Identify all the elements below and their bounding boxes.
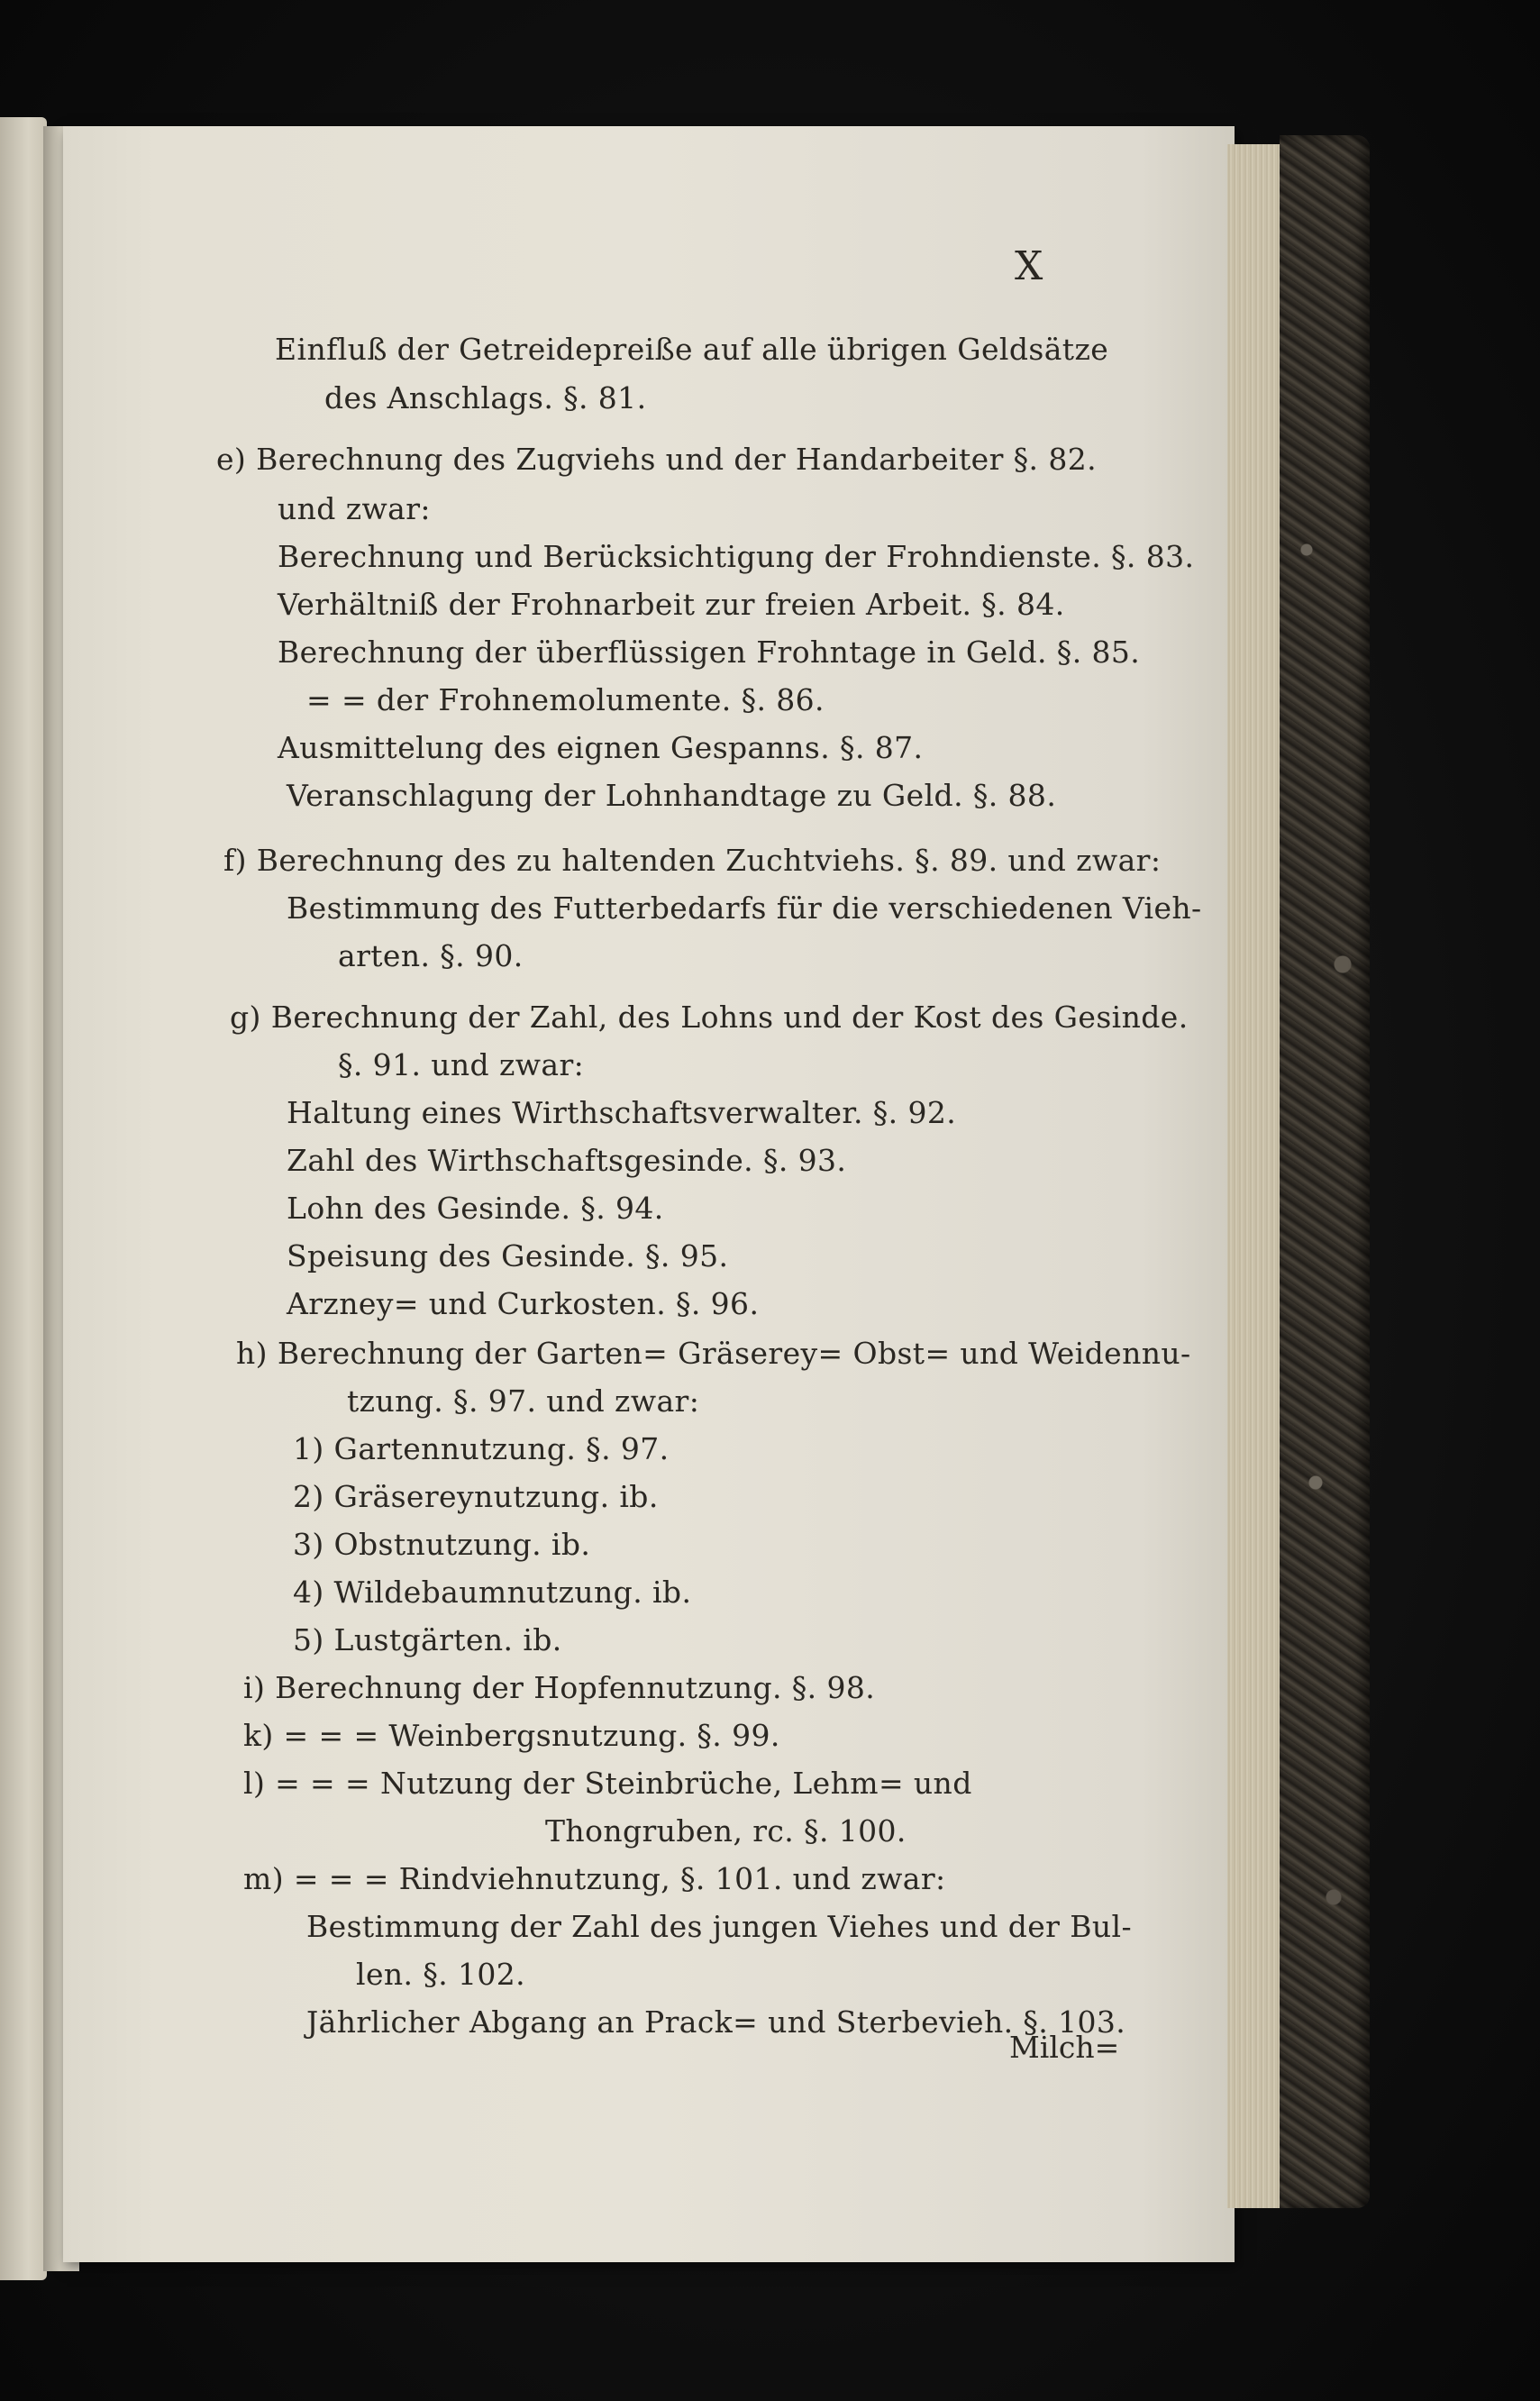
text-line: l) = = = Nutzung der Steinbrüche, Lehm= und <box>243 1766 972 1801</box>
page-number: X <box>1015 243 1045 289</box>
text-line: Arzney= und Curkosten. §. 96. <box>287 1286 760 1321</box>
text-line: Zahl des Wirthschaftsgesinde. §. 93. <box>287 1143 847 1178</box>
text-line: Einfluß der Getreidepreiße auf alle übrigen Geldsätze <box>275 332 1109 367</box>
text-line: Thongruben, rc. §. 100. <box>545 1813 907 1849</box>
text-line: e) Berechnung des Zugviehs und der Handarbeiter §. 82. <box>216 442 1098 477</box>
text-line: Verhältniß der Frohnarbeit zur freien Arbeit. §. 84. <box>278 587 1065 622</box>
text-line: 2) Gräsereynutzung. ib. <box>293 1479 659 1514</box>
text-line: Lohn des Gesinde. §. 94. <box>287 1191 664 1226</box>
text-line: i) Berechnung der Hopfennutzung. §. 98. <box>243 1670 876 1705</box>
text-line: 5) Lustgärten. ib. <box>293 1622 562 1657</box>
text-line: h) Berechnung der Garten= Gräserey= Obst= und Weidennu- <box>236 1336 1191 1371</box>
text-line: §. 91. und zwar: <box>338 1047 585 1082</box>
text-line: Bestimmung des Futterbedarfs für die verschiedenen Vieh- <box>287 890 1202 926</box>
text-line: 1) Gartennutzung. §. 97. <box>293 1431 670 1466</box>
text-line: k) = = = Weinbergsnutzung. §. 99. <box>243 1718 780 1753</box>
text-line: Bestimmung der Zahl des jungen Viehes und der Bul- <box>306 1909 1133 1944</box>
text-line: Berechnung und Berücksichtigung der Frohndienste. §. 83. <box>278 539 1195 574</box>
text-line: Ausmittelung des eignen Gespanns. §. 87. <box>278 730 924 765</box>
text-line: = = der Frohnemolumente. §. 86. <box>306 682 825 717</box>
text-line: 4) Wildebaumnutzung. ib. <box>293 1575 692 1610</box>
text-line: Veranschlagung der Lohnhandtage zu Geld. §. 88. <box>287 778 1057 813</box>
catchword: Milch= <box>1009 2030 1120 2065</box>
text-line: len. §. 102. <box>356 1957 526 1992</box>
text-line: Jährlicher Abgang an Prack= und Sterbevieh. §. 103. <box>306 2004 1126 2040</box>
text-line: g) Berechnung der Zahl, des Lohns und der Kost des Gesinde. <box>230 1000 1189 1035</box>
text-line: und zwar: <box>278 491 431 526</box>
text-line: f) Berechnung des zu haltenden Zuchtviehs. §. 89. und zwar: <box>223 843 1162 878</box>
text-line: des Anschlags. §. 81. <box>324 380 647 415</box>
text-line: Haltung eines Wirthschaftsverwalter. §. 92. <box>287 1095 957 1130</box>
text-line: m) = = = Rindviehnutzung, §. 101. und zwar: <box>243 1861 946 1896</box>
text-line: 3) Obstnutzung. ib. <box>293 1527 591 1562</box>
text-line: arten. §. 90. <box>338 938 524 973</box>
text-line: Berechnung der überflüssigen Frohntage in Geld. §. 85. <box>278 634 1141 670</box>
text-line: tzung. §. 97. und zwar: <box>347 1383 700 1419</box>
text-line: Speisung des Gesinde. §. 95. <box>287 1238 729 1274</box>
